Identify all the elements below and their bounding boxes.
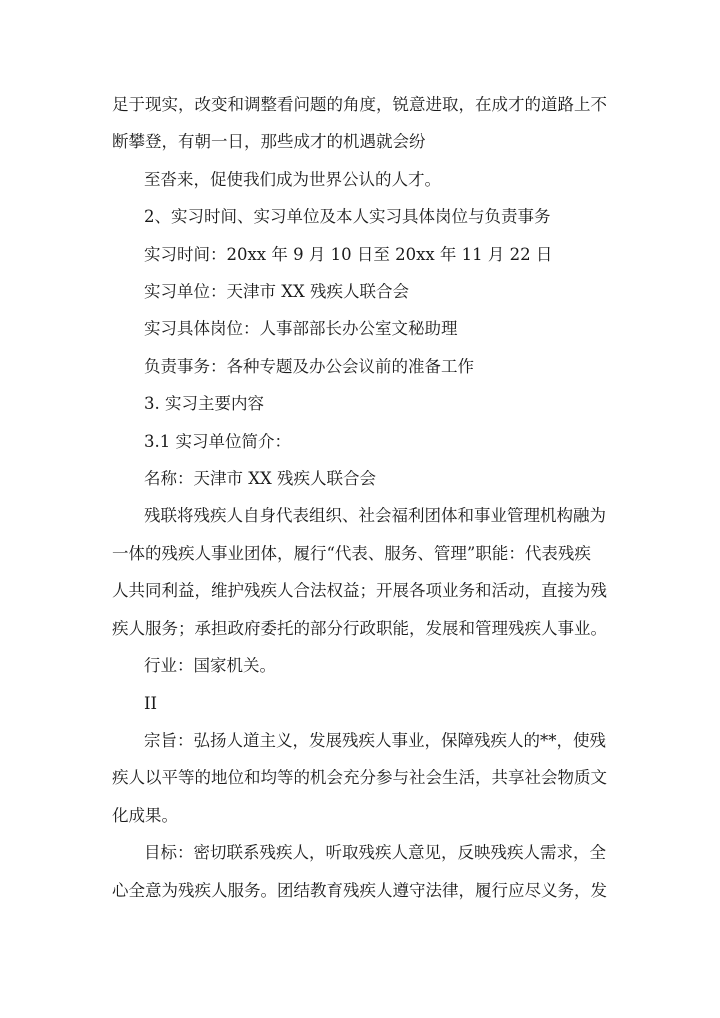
text-line: 至沓来，促使我们成为世界公认的人才。 <box>144 169 441 189</box>
text-line: 行业：国家机关。 <box>144 656 276 676</box>
text-line: 化成果。 <box>112 805 178 825</box>
text-line: 目标：密切联系残疾人，听取残疾人意见，反映残疾人需求，全 <box>144 843 606 863</box>
paragraph <box>112 722 612 834</box>
text-line: 人共同利益，维护残疾人合法权益；开展各项业务和活动，直接为残 <box>112 581 607 601</box>
paragraph <box>112 236 612 273</box>
text-line: 实习时间：20xx 年 9 月 10 日至 20xx 年 11 月 22 日 <box>144 244 553 264</box>
paragraph <box>112 310 612 347</box>
text-line: 疾人以平等的地位和均等的机会充分参与社会生活，共享社会物质文 <box>112 768 607 788</box>
paragraph <box>112 161 612 198</box>
text-line: 名称：天津市 XX 残疾人联合会 <box>144 469 376 489</box>
paragraph <box>112 834 612 909</box>
text-line: II <box>144 693 158 713</box>
text-line: 疾人服务；承担政府委托的部分行政职能，发展和管理残疾人事业。 <box>112 618 607 638</box>
text-line: 宗旨：弘扬人道主义，发展残疾人事业，保障残疾人的**，使残 <box>144 730 606 750</box>
text-line: 实习具体岗位：人事部部长办公室文秘助理 <box>144 319 458 339</box>
text-line: 2、实习时间、实习单位及本人实习具体岗位与负责事务 <box>144 207 551 227</box>
text-line: 负责事务：各种专题及办公会议前的准备工作 <box>144 356 474 376</box>
text-line: 残联将残疾人自身代表组织、社会福利团体和事业管理机构融为 <box>144 506 606 526</box>
text-line: 心全意为残疾人服务。团结教育残疾人遵守法律，履行应尽义务，发 <box>112 880 607 900</box>
paragraph <box>112 460 612 497</box>
paragraph <box>112 497 612 647</box>
paragraph <box>112 273 612 310</box>
text-line: 一体的残疾人事业团体，履行“代表、服务、管理”职能：代表残疾 <box>112 543 591 563</box>
paragraph <box>112 685 612 722</box>
paragraph <box>112 647 612 684</box>
paragraph <box>112 198 612 235</box>
text-line: 3.1 实习单位简介： <box>144 431 291 451</box>
text-line: 断攀登，有朝一日，那些成才的机遇就会纷 <box>112 132 426 152</box>
paragraph <box>112 385 612 422</box>
document-body <box>112 86 612 909</box>
paragraph <box>112 348 612 385</box>
text-line: 足于现实，改变和调整看问题的角度，锐意进取，在成才的道路上不 <box>112 95 607 114</box>
text-line: 3. 实习主要内容 <box>144 394 264 414</box>
paragraph <box>112 423 612 460</box>
paragraph <box>112 86 612 161</box>
text-line: 实习单位：天津市 XX 残疾人联合会 <box>144 282 409 302</box>
